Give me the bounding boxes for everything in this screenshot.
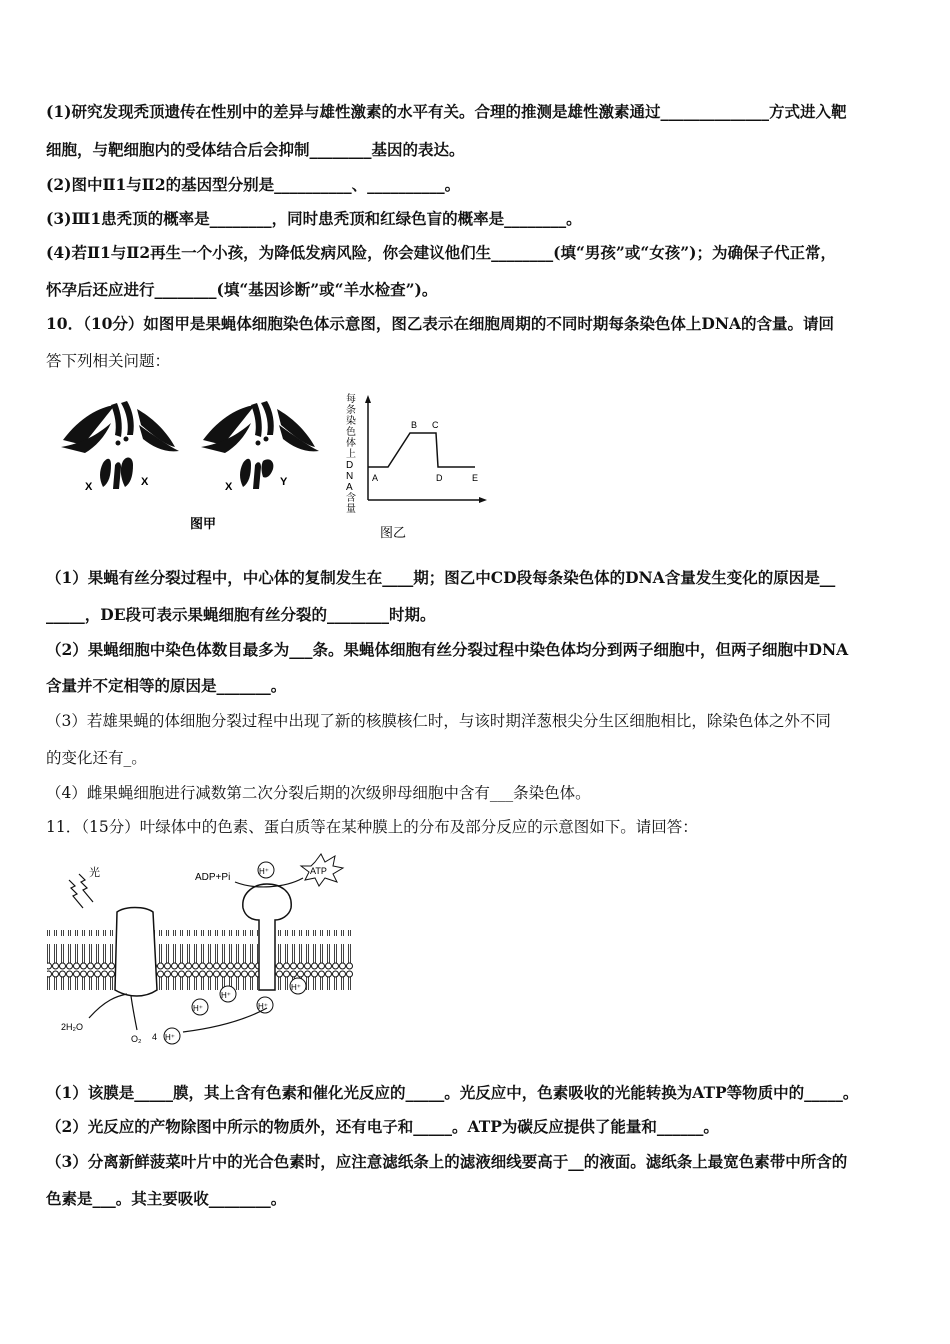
q10-sub1-line1: （1）果蝇有丝分裂过程中，中心体的复制发生在____期；图乙中CD段每条染色体的DNA含量发生变化的原因是__ xyxy=(46,568,836,587)
photosystem-protein xyxy=(115,908,157,997)
h-ion-5-label: H⁺ xyxy=(165,1033,175,1042)
h-ion-2-label: H⁺ xyxy=(291,983,301,992)
x-axis-arrow xyxy=(479,497,487,503)
point-c: C xyxy=(432,420,439,430)
q10-sub4: （4）雌果蝇细胞进行减数第二次分裂后期的次级卵母细胞中含有___条染色体。 xyxy=(46,784,591,802)
q10-sub2-line2: 含量并不定相等的原因是_______。 xyxy=(46,676,287,695)
y-axis-arrow xyxy=(365,395,371,403)
figure-jia-caption: 图甲 xyxy=(190,516,217,531)
four-label: 4 xyxy=(152,1032,158,1042)
point-d: D xyxy=(436,473,443,483)
atp-label: ATP xyxy=(310,866,327,876)
water-label: 2H₂O xyxy=(61,1022,83,1032)
point-e: E xyxy=(472,473,479,483)
karyotype-male xyxy=(201,401,319,489)
jia-right-label-2: Y xyxy=(280,476,288,488)
jia-right-label-1: X xyxy=(225,481,233,493)
q11-sub3-line1: （3）分离新鲜菠菜叶片中的光合色素时，应注意滤纸条上的滤液细线要高于__的液面。滤纸条上最宽色素带中所含的 xyxy=(46,1152,848,1171)
q9-part4-line1: (4)若Ⅱ1与Ⅱ2再生一个小孩，为降低发病风险，你会建议他们生________(填“男孩”或“女孩”)；为确保子代正常， xyxy=(46,243,836,262)
y-axis-label-text: 每条染色体上 D N A 含量 xyxy=(346,394,356,515)
jia-left-label-1: X xyxy=(85,481,93,493)
q10-intro-line1: 10．（10分）如图甲是果蝇体细胞染色体示意图，图乙表示在细胞周期的不同时期每条染色体上DNA的含量。请回 xyxy=(46,314,835,333)
q9-part1-line2: 细胞，与靶细胞内的受体结合后会抑制________基因的表达。 xyxy=(46,140,465,159)
water-split-arrow xyxy=(89,994,137,1030)
karyotype-female xyxy=(61,401,179,489)
q10-sub3-line2: 的变化还有_。 xyxy=(46,749,147,767)
figure-thylakoid-membrane xyxy=(45,850,365,1045)
q9-part2: (2)图中Ⅱ1与Ⅱ2的基因型分别是__________、__________。 xyxy=(46,175,461,194)
light-label: 光 xyxy=(89,867,100,879)
q11-sub1: （1）该膜是_____膜，其上含有色素和催化光反应的_____。光反应中，色素吸收的光能转换为ATP等物质中的_____。 xyxy=(46,1083,859,1102)
o2-label: O₂ xyxy=(131,1034,142,1044)
figure-yi-caption: 图乙 xyxy=(380,525,407,540)
lipid-bilayer xyxy=(47,930,353,990)
point-b: B xyxy=(411,420,418,430)
h-ion-1-label: H⁺ xyxy=(221,991,231,1000)
y-axis-label xyxy=(346,392,356,515)
q10-sub2-line1: （2）果蝇细胞中染色体数目最多为___条。果蝇体细胞有丝分裂过程中染色体均分到两子细胞中，但两子细胞中DNA xyxy=(46,640,849,659)
q10-sub3-line1: （3）若雄果蝇的体细胞分裂过程中出现了新的核膜核仁时，与该时期洋葱根尖分生区细胞相比，除染色体之外不同 xyxy=(46,712,831,730)
h-ion-top-label: H⁺ xyxy=(259,867,269,876)
q9-part4-line2: 怀孕后还应进行________(填“基因诊断”或“羊水检查”)。 xyxy=(46,280,438,299)
dna-content-line xyxy=(368,433,475,467)
jia-left-label-2: X xyxy=(141,476,149,488)
q9-part1-line1: (1)研究发现秃顶遗传在性别中的差异与雄性激素的水平有关。合理的推测是雄性激素通过______________方式进入靶 xyxy=(46,102,847,121)
q10-intro-line2: 答下列相关问题： xyxy=(46,352,171,370)
figure-yi-dna-graph xyxy=(340,390,500,550)
figure-jia-chromosomes xyxy=(55,395,330,535)
point-a: A xyxy=(372,473,379,483)
q11-intro: 11．（15分）叶绿体中的色素、蛋白质等在某种膜上的分布及部分反应的示意图如下。请回答： xyxy=(46,818,698,836)
q9-part3: (3)Ⅲ1患秃顶的概率是________，同时患秃顶和红绿色盲的概率是________。 xyxy=(46,209,582,228)
q11-sub2: （2）光反应的产物除图中所示的物质外，还有电子和_____。ATP为碳反应提供了能量和______。 xyxy=(46,1117,719,1136)
q11-sub3-line2: 色素是___。其主要吸收________。 xyxy=(46,1189,287,1208)
adp-pi-label: ADP+Pi xyxy=(195,872,231,883)
h-ion-4-label: H⁺ xyxy=(258,1002,268,1011)
q10-sub1-line2: _____，DE段可表示果蝇细胞有丝分裂的________时期。 xyxy=(46,605,436,624)
h-ion-3-label: H⁺ xyxy=(193,1004,203,1013)
light-arrow xyxy=(69,880,83,908)
